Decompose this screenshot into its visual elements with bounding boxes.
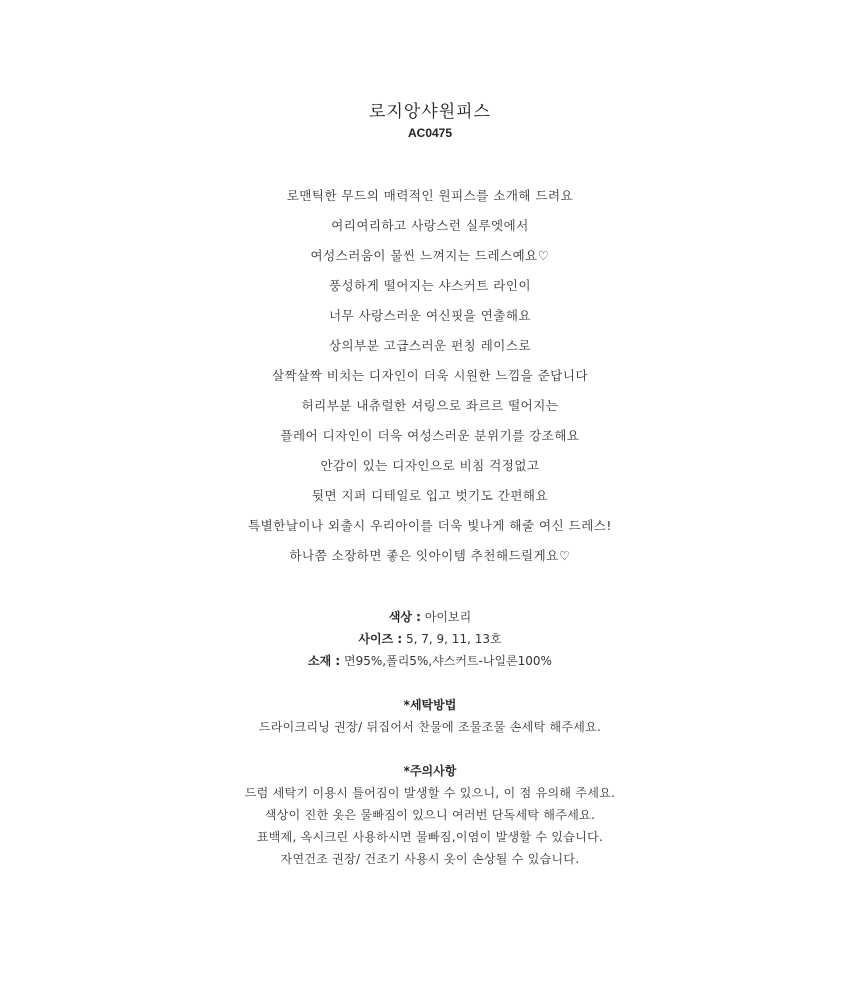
caution-title: *주의사항 (403, 764, 457, 778)
description-line: 로맨틱한 무드의 매력적인 원피스를 소개해 드려요 (286, 188, 574, 203)
caution-line: 색상이 진한 옷은 물빠짐이 있으니 여러번 단독세탁 해주세요. (264, 808, 596, 822)
caution-line: 드럼 세탁기 이용시 틀어짐이 발생할 수 있으니, 이 점 유의해 주세요. (244, 786, 616, 800)
description-line: 살짝살짝 비치는 디자인이 더욱 시원한 느낌을 준답니다 (271, 368, 589, 383)
product-title: 로지앙샤원피스 (369, 102, 491, 122)
description-line: 안감이 있는 디자인으로 비침 걱정없고 (320, 458, 540, 473)
product-specs (0, 607, 860, 673)
product-description (0, 186, 860, 576)
description-line: 상의부분 고급스러운 펀칭 레이스로 (328, 338, 532, 353)
spec-material (0, 651, 860, 673)
description-line: 특별한날이나 외출시 우리아이를 더욱 빛나게 해줄 여신 드레스! (248, 518, 612, 533)
product-code: AC0475 (407, 126, 453, 140)
washing-line: 드라이크리닝 권장/ 뒤집어서 찬물에 조물조물 손세탁 해주세요. (258, 720, 602, 734)
spec-color (0, 607, 860, 629)
spec-color-value: 아이보리 (424, 610, 472, 624)
description-line: 플레어 디자인이 더욱 여성스러운 분위기를 강조해요 (280, 428, 580, 443)
description-line: 하나쯤 소장하면 좋은 잇아이템 추천해드릴게요♡ (289, 548, 571, 563)
description-line: 뒷면 지퍼 디테일로 입고 벗기도 간편해요 (311, 488, 549, 503)
description-line: 풍성하게 떨어지는 샤스커트 라인이 (328, 278, 532, 293)
description-line: 너무 사랑스러운 여신핏을 연출해요 (328, 308, 532, 323)
spec-size-label: 사이즈 : (358, 632, 403, 646)
spec-color-label: 색상 : (388, 610, 421, 624)
washing-section (0, 695, 860, 739)
description-line: 허리부분 내츄럴한 셔링으로 좌르르 떨어지는 (301, 398, 559, 413)
description-line: 여리여리하고 사랑스런 실루엣에서 (331, 218, 529, 233)
washing-title: *세탁방법 (403, 698, 457, 712)
spec-size (0, 629, 860, 651)
spec-size-value: 5, 7, 9, 11, 13호 (406, 632, 502, 646)
caution-line: 자연건조 권장/ 건조기 사용시 옷이 손상될 수 있습니다. (280, 852, 580, 866)
spec-material-value: 면95%,폴리5%,샤스커트-나일론100% (344, 654, 552, 668)
caution-section (0, 761, 860, 871)
spec-material-label: 소재 : (308, 654, 341, 668)
description-line: 여성스러움이 물씬 느껴지는 드레스예요♡ (310, 248, 550, 263)
caution-line: 표백제, 옥시크린 사용하시면 물빠짐,이염이 발생할 수 있습니다. (256, 830, 604, 844)
